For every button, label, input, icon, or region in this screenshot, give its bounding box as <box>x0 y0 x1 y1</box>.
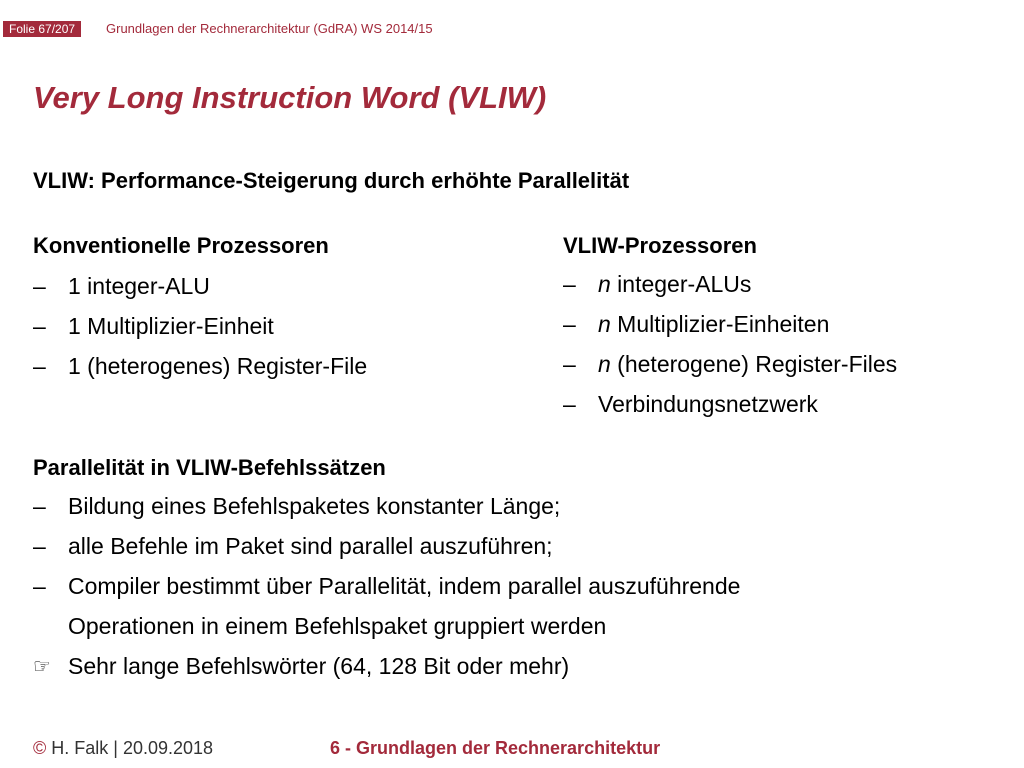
dash-bullet: – <box>563 271 576 297</box>
vliw-heading: VLIW-Prozessoren <box>563 233 757 258</box>
parallel-list <box>33 486 993 686</box>
copyright-symbol: © <box>33 738 47 758</box>
list-item <box>33 486 993 526</box>
list-item <box>563 384 1003 424</box>
conventional-heading: Konventionelle Prozessoren <box>33 233 329 258</box>
list-item <box>33 566 993 606</box>
slide-header <box>0 0 1024 40</box>
list-item-text: 1 Multiplizier-Einheit <box>68 313 274 339</box>
list-item-text: Bildung eines Befehlspaketes konstanter Länge; <box>68 493 561 519</box>
dash-bullet: – <box>563 351 576 377</box>
list-item-text <box>598 264 751 304</box>
list-item-rest: Multiplizier-Einheiten <box>610 311 830 337</box>
dash-bullet: – <box>33 273 46 299</box>
pointing-hand-icon: ☞ <box>33 654 51 678</box>
slide-subtitle: VLIW: Performance-Steigerung durch erhöhte Parallelität <box>33 168 630 193</box>
list-item-text: 1 integer-ALU <box>68 273 210 299</box>
course-title: Grundlagen der Rechnerarchitektur (GdRA) WS 2014/15 <box>106 21 433 36</box>
list-item-rest: (heterogene) Register-Files <box>610 351 898 377</box>
slide-counter-badge: Folie 67/207 <box>3 21 81 37</box>
list-item-continuation <box>33 606 993 646</box>
footer-chapter: 6 - Grundlagen der Rechnerarchitektur <box>330 738 661 758</box>
dash-bullet: – <box>33 313 46 339</box>
dash-bullet: – <box>563 391 576 417</box>
list-item-text <box>598 344 897 384</box>
dash-bullet: – <box>33 573 46 599</box>
list-item-text: alle Befehle im Paket sind parallel auszuführen; <box>68 533 553 559</box>
list-item-text: 1 (heterogenes) Register-File <box>68 353 368 379</box>
slide-title: Very Long Instruction Word (VLIW) <box>33 80 547 115</box>
list-item <box>563 344 1003 384</box>
n-variable: n <box>598 351 611 377</box>
dash-bullet: – <box>563 311 576 337</box>
list-item <box>33 646 993 686</box>
list-item <box>563 304 1003 344</box>
n-variable: n <box>598 311 611 337</box>
list-item-text: Sehr lange Befehlswörter (64, 128 Bit oder mehr) <box>68 653 570 679</box>
dash-bullet: – <box>33 533 46 559</box>
dash-bullet: – <box>33 353 46 379</box>
n-variable: n <box>598 271 611 297</box>
list-item-text: Operationen in einem Befehlspaket gruppiert werden <box>68 613 607 639</box>
dash-bullet: – <box>33 493 46 519</box>
list-item-text: Compiler bestimmt über Parallelität, indem parallel auszuführende <box>68 573 741 599</box>
footer-author <box>33 736 213 760</box>
conventional-list <box>33 266 533 386</box>
parallel-heading: Parallelität in VLIW-Befehlssätzen <box>33 455 386 480</box>
list-item-text <box>598 304 829 344</box>
list-item <box>33 346 533 386</box>
list-item <box>563 264 1003 304</box>
list-item-text: Verbindungsnetzwerk <box>598 391 818 417</box>
slide-footer <box>0 728 1024 768</box>
list-item <box>33 526 993 566</box>
list-item <box>33 266 533 306</box>
author-date: H. Falk | 20.09.2018 <box>46 738 214 758</box>
list-item-rest: integer-ALUs <box>610 271 752 297</box>
vliw-list <box>563 264 1003 424</box>
list-item <box>33 306 533 346</box>
